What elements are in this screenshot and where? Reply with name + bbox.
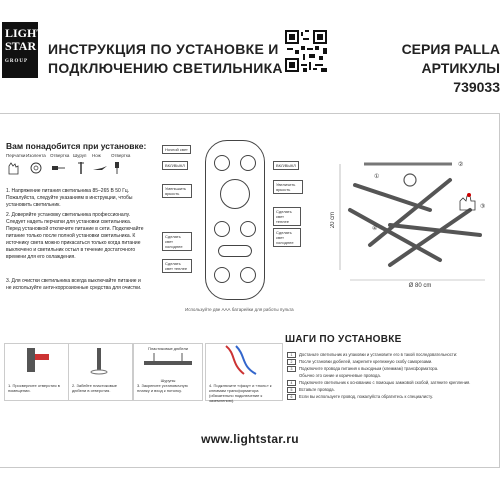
step-item: Обычно это синие и коричневые провода. [299,373,381,378]
hand-icon [457,192,479,212]
logo-line1: LIGHT [5,26,45,40]
tool-label: Отвертка [111,153,131,158]
logo-line2: STAR [5,39,37,53]
remote-caption: Используйте две ААА батарейки для работы пульта [185,307,294,312]
remote-label: Увеличить яркость [273,180,303,194]
install-caption: Пластиковые дюбели [147,346,189,351]
remote-button [240,267,256,283]
remote-label: ВКЛ/ВЫКЛ [162,161,188,170]
step-number: 3 [287,366,296,372]
step-number: 4 [287,380,296,386]
remote-button [214,221,230,237]
title-line2: ПОДКЛЮЧЕНИЮ СВЕТИЛЬНИКА [48,60,283,76]
tool-label: Нож [92,153,101,158]
qr-code-icon [285,30,327,72]
tool-label: Перчатки [6,153,26,158]
step-item: 3 Подключите провода питания к выходным (клеммам) трансформатора. [287,366,497,372]
series-name: СЕРИЯ PALLA [401,41,500,57]
step-number: 1 [287,352,296,358]
note-cleaning: 3. Для очистки светильника всегда выключайте питание и не используйте анти-коррозионные средства для очистки. [6,278,142,291]
callout: ② [458,162,464,168]
remote-label: ВКЛ/ВЫКЛ [273,161,299,170]
remote-label: Уменьшить яркость [162,184,192,198]
tool-label: Отвертка [50,153,70,158]
title-line1: ИНСТРУКЦИЯ ПО УСТАНОВКЕ И [48,41,279,57]
remote-dial [220,179,250,209]
remote-button [214,155,230,171]
install-caption: 4. Подключите «фазу» и «ноль» к клеммам трансформатора (обязательно подключение к заземлению). [209,383,272,403]
diameter-dimension: Ø 80 cm [408,283,432,289]
callout: ① [374,174,380,180]
screw-icon [73,161,89,175]
step-number: 6 [287,394,296,400]
footer-url[interactable]: www.lightstar.ru [201,432,299,446]
install-step-box [205,343,283,401]
step-item: 1 Достаньте светильник из упаковки и установите его в такой последовательности: [287,352,497,358]
install-step-box [68,343,133,401]
install-caption: 1. Просверлите отверстия в помещении. [8,383,60,393]
install-step-box [133,343,203,401]
step-item: 6 Если вы используете провод, пожалуйста обратитесь к специалисту. [287,394,497,400]
remote-label: Сделать свет холоднее [162,232,192,251]
callout: ④ [372,226,378,232]
remote-button [240,155,256,171]
remote-button [218,245,252,257]
note-professional: 2. Доверяйте установку светильника профессионалу. Следует надеть перчатки для установки светильника. Перед установкой отключите питание в сети. Подключайте питание только после полной установки светильника. К источнику света можно прикасаться только когда питание выключено и светильник остыл в течение достаточного времени для его охлаждения. [6,212,144,260]
remote-label: Сделать свет холоднее [273,228,301,247]
install-caption: 2. Забейте пластиковые дюбели в отверстия. [72,383,117,393]
remote-control [205,140,265,300]
document-title [48,40,288,78]
tool-label: Изолента [26,153,46,158]
step-number: 5 [287,387,296,393]
article-number: АРТИКУЛЫ 739033 [421,60,500,95]
remote-button [240,221,256,237]
knife-icon [92,161,108,175]
remote-label: Сделать свет теплее [273,207,301,226]
logo-sub: GROUP [5,59,29,64]
series-block [372,40,500,97]
install-step-box [4,343,69,401]
steps-heading: ШАГИ ПО УСТАНОВКЕ [285,334,402,345]
tape-icon [28,161,44,175]
remote-label: Ночной свет [162,145,191,154]
lamp-diagram [330,150,500,290]
step-number: 2 [287,359,296,365]
step-item: 2 После установки дюбелей, закрепите крепежную скобу саморезами. [287,359,497,365]
tool-label: Шуруп [73,153,87,158]
screwdriver-icon [112,161,128,175]
callout: ③ [480,204,486,210]
remote-label: Сделать свет теплее [162,259,192,273]
step-item: 5 Вставьте провода. [287,387,497,393]
tools-heading: Вам понадобится при установке: [6,141,147,151]
step-item: 4 Подключите светильник к основанию с помощью замковой скобой, затяните крепления. [287,380,497,386]
brand-logo [2,22,45,78]
gloves-icon [6,161,22,175]
install-caption: 3. Закрепите установочную планку и вход к потолку. [137,383,188,393]
install-caption: Шурупы [160,378,176,383]
screwdriver-icon [50,161,66,175]
note-voltage: 1. Напряжение питания светильника 85–265 В 50 Гц. Пожалуйста, следуйте указаниям в инструкции, чтобы установить светильник. [6,188,133,208]
remote-button [214,267,230,283]
height-dimension: 20 cm [330,211,336,229]
